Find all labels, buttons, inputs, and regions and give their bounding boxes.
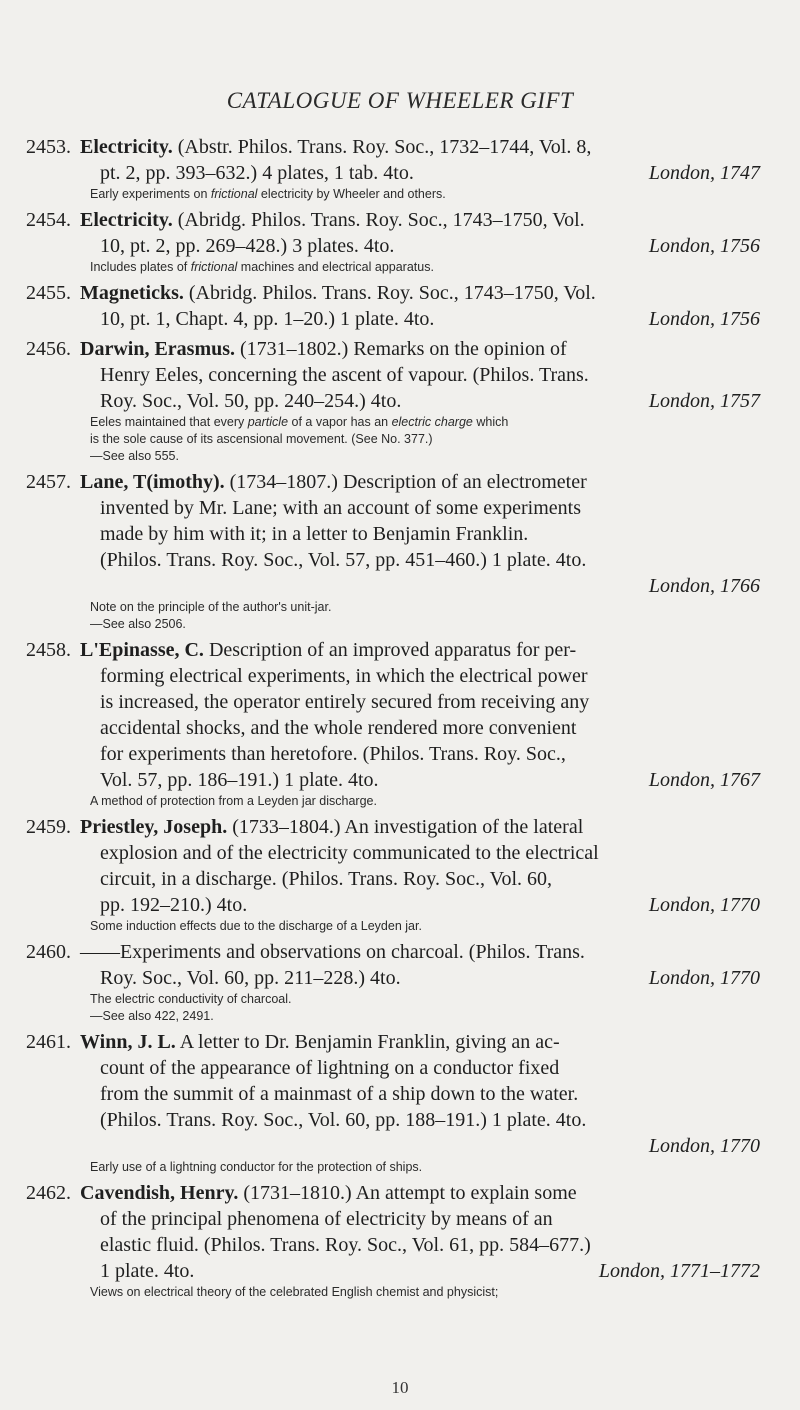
entry-text: 10, pt. 1, Chapt. 4, pp. 1–20.) 1 plate. 4to. <box>100 308 435 330</box>
entry-2453 <box>0 134 800 203</box>
entry-author: Cavendish, Henry. <box>80 1182 239 1204</box>
entry-note: A method of protection from a Leyden jar discharge. <box>90 794 377 808</box>
entry-text: (1734–1807.) Description of an electrometer <box>229 471 587 493</box>
entry-text: 1 plate. 4to. <box>100 1260 195 1282</box>
entry-number: 2460. <box>26 941 71 963</box>
entry-imprint: London, 1756 <box>648 308 760 330</box>
entry-imprint: London, 1767 <box>648 769 760 791</box>
running-head: CATALOGUE OF WHEELER GIFT <box>226 88 574 113</box>
entry-note: Some induction effects due to the discharge of a Leyden jar. <box>90 919 422 933</box>
entry-text: Vol. 57, pp. 186–191.) 1 plate. 4to. <box>100 769 379 791</box>
entry-text: count of the appearance of lightning on a conductor fixed <box>100 1057 560 1079</box>
entry-imprint: London, 1770 <box>648 967 760 989</box>
entry-text: made by him with it; in a letter to Benjamin Franklin. <box>100 523 529 545</box>
entry-text: forming electrical experiments, in which the electrical power <box>100 665 588 687</box>
entry-2461 <box>0 1029 800 1176</box>
entry-text: (Abstr. Philos. Trans. Roy. Soc., 1732–1744, Vol. 8, <box>177 136 592 158</box>
entry-author: Magneticks. <box>80 282 184 304</box>
entry-2459 <box>0 814 800 935</box>
entry-imprint: London, 1766 <box>648 575 760 597</box>
entry-note: Views on electrical theory of the celebrated English chemist and physicist; <box>90 1285 499 1299</box>
entry-author: Winn, J. L. <box>80 1031 176 1053</box>
entry-note: Note on the principle of the author's unit-jar. <box>90 600 332 614</box>
entry-note: Early experiments on frictional electricity by Wheeler and others. <box>90 187 446 201</box>
entry-text: from the summit of a mainmast of a ship down to the water. <box>100 1083 579 1105</box>
entry-text: Description of an improved apparatus for per- <box>208 639 577 661</box>
entry-2460 <box>0 939 800 1025</box>
entry-author: Priestley, Joseph. <box>80 816 228 838</box>
entry-text: 10, pt. 2, pp. 269–428.) 3 plates. 4to. <box>100 235 395 257</box>
entry-note: Includes plates of frictional machines and electrical apparatus. <box>90 260 434 274</box>
entry-list <box>0 134 800 1305</box>
entry-number: 2457. <box>26 471 71 493</box>
entry-text: invented by Mr. Lane; with an account of some experiments <box>100 497 581 519</box>
entry-number: 2459. <box>26 816 71 838</box>
entry-text: (1731–1802.) Remarks on the opinion of <box>240 338 567 360</box>
page-number: 10 <box>391 1378 409 1397</box>
entry-imprint: London, 1770 <box>648 894 760 916</box>
entry-2455 <box>0 280 800 332</box>
entry-text: A letter to Dr. Benjamin Franklin, giving an ac- <box>179 1031 560 1053</box>
entry-text: for experiments than heretofore. (Philos. Trans. Roy. Soc., <box>100 743 566 765</box>
entry-number: 2461. <box>26 1031 71 1053</box>
entry-imprint: London, 1757 <box>648 390 760 412</box>
entry-note: The electric conductivity of charcoal. <box>90 992 292 1006</box>
entry-author: Electricity. <box>80 209 173 231</box>
entry-author: Lane, T(imothy). <box>80 471 225 493</box>
entry-2456 <box>0 336 800 465</box>
entry-imprint: London, 1771–1772 <box>598 1260 760 1282</box>
entry-text: explosion and of the electricity communicated to the electrical <box>100 842 599 864</box>
entry-2457 <box>0 469 800 633</box>
entry-2458 <box>0 637 800 810</box>
entry-text: circuit, in a discharge. (Philos. Trans. Roy. Soc., Vol. 60, <box>100 868 553 890</box>
entry-text: Roy. Soc., Vol. 60, pp. 211–228.) 4to. <box>100 967 401 989</box>
entry-text: ——Experiments and observations on charcoal. (Philos. Trans. <box>80 941 585 963</box>
entry-2454 <box>0 207 800 276</box>
entry-number: 2462. <box>26 1182 71 1204</box>
entry-imprint: London, 1756 <box>648 235 760 257</box>
entry-text: is increased, the operator entirely secured from receiving any <box>100 691 590 713</box>
entry-note: is the sole cause of its ascensional movement. (See No. 377.) <box>90 432 433 446</box>
entry-2462 <box>0 1180 800 1301</box>
entry-author: Electricity. <box>80 136 173 158</box>
entry-text: (Abridg. Philos. Trans. Roy. Soc., 1743–1750, Vol. <box>188 282 596 304</box>
entry-text: pt. 2, pp. 393–632.) 4 plates, 1 tab. 4to. <box>100 162 414 184</box>
entry-text: of the principal phenomena of electricity by means of an <box>100 1208 553 1230</box>
entry-note: Early use of a lightning conductor for the protection of ships. <box>90 1160 423 1174</box>
entry-note: Eeles maintained that every particle of a vapor has an electric charge which <box>90 415 509 429</box>
entry-number: 2455. <box>26 282 71 304</box>
entry-imprint: London, 1747 <box>648 162 760 184</box>
entry-text: (Abridg. Philos. Trans. Roy. Soc., 1743–1750, Vol. <box>177 209 585 231</box>
entry-text: (Philos. Trans. Roy. Soc., Vol. 60, pp. 188–191.) 1 plate. 4to. <box>100 1109 587 1131</box>
entry-text: accidental shocks, and the whole rendered more convenient <box>100 717 577 739</box>
entry-text: elastic fluid. (Philos. Trans. Roy. Soc., Vol. 61, pp. 584–677.) <box>100 1234 591 1256</box>
entry-number: 2456. <box>26 338 71 360</box>
entry-see-also: —See also 555. <box>90 449 179 463</box>
entry-number: 2453. <box>26 136 71 158</box>
entry-see-also: —See also 2506. <box>90 617 186 631</box>
entry-author: L'Epinasse, C. <box>80 639 204 661</box>
entry-number: 2458. <box>26 639 71 661</box>
entry-text: pp. 192–210.) 4to. <box>100 894 248 916</box>
entry-text: (1731–1810.) An attempt to explain some <box>243 1182 577 1204</box>
entry-text: (Philos. Trans. Roy. Soc., Vol. 57, pp. 451–460.) 1 plate. 4to. <box>100 549 587 571</box>
entry-text: Roy. Soc., Vol. 50, pp. 240–254.) 4to. <box>100 390 402 412</box>
entry-text: Henry Eeles, concerning the ascent of vapour. (Philos. Trans. <box>100 364 589 386</box>
entry-text: (1733–1804.) An investigation of the lateral <box>232 816 584 838</box>
entry-see-also: —See also 422, 2491. <box>90 1009 214 1023</box>
entry-number: 2454. <box>26 209 71 231</box>
entry-imprint: London, 1770 <box>648 1135 760 1157</box>
entry-author: Darwin, Erasmus. <box>80 338 236 360</box>
